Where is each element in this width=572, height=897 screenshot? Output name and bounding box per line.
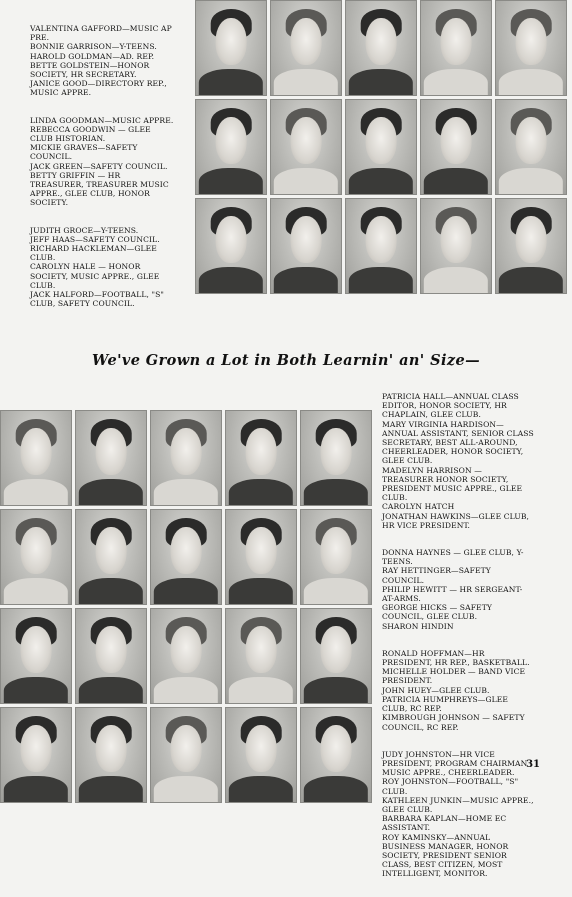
portrait-photo (150, 410, 222, 506)
caption-entry: MARY VIRGINIA HARDISON—ANNUAL ASSISTANT, SENIOR CLASS SECRETARY, BEST ALL-AROUND, CHEERLEADER, HONOR SOCIETY, GLEE CLUB. (382, 419, 534, 466)
caption-entry: JACK HALFORD—FOOTBALL, "S" CLUB, SAFETY COUNCIL. (30, 290, 165, 309)
portrait-grid-bottom (0, 410, 372, 803)
portrait-photo (420, 198, 492, 294)
caption-entry: RAY HETTINGER—SAFETY COUNCIL. (382, 566, 491, 585)
portrait-photo (150, 707, 222, 803)
portrait-photo (270, 99, 342, 195)
portrait-photo (195, 0, 267, 96)
caption-entry: JANICE GOOD—DIRECTORY REP., MUSIC APPRE. (30, 79, 167, 98)
portrait-photo (75, 608, 147, 704)
caption-entry: DONNA HAYNES — GLEE CLUB, Y-TEENS. (382, 548, 524, 567)
caption-entry: HAROLD GOLDMAN—AD. REP. (30, 51, 155, 61)
caption-entry: BETTY GRIFFIN — HR TREASURER, TREASURER MUSIC APPRE., GLEE CLUB, HONOR SOCIETY. (30, 170, 169, 208)
caption-entry: SHARON HINDIN (382, 621, 454, 631)
portrait-photo (345, 0, 417, 96)
portrait-photo (195, 99, 267, 195)
portrait-photo (75, 707, 147, 803)
caption-entry: VALENTINA GAFFORD—MUSIC AP PRE. (30, 24, 172, 43)
caption-entry: PHILIP HEWITT — HR SERGEANT-AT-ARMS. (382, 584, 523, 604)
caption-group-6 (382, 649, 534, 732)
caption-entry: REBECCA GOODWIN — GLEE CLUB HISTORIAN. (30, 124, 151, 144)
bottom-captions (382, 392, 534, 897)
caption-entry: ROY KAMINSKY—ANNUAL BUSINESS MANAGER, HONOR SOCIETY, PRESIDENT SENIOR CLASS, BEST CITIZEN, MOST INTELLIGENT, MONITOR. (382, 832, 509, 879)
caption-entry: ROY JOHNSTON—FOOTBALL, "S" CLUB. (382, 777, 519, 796)
caption-entry: CAROLYN HATCH (382, 502, 455, 512)
caption-entry: BONNIE GARRISON—Y-TEENS. (30, 42, 157, 52)
portrait-photo (270, 198, 342, 294)
portrait-photo (150, 509, 222, 605)
portrait-photo (345, 198, 417, 294)
caption-entry: PATRICIA HALL—ANNUAL CLASS EDITOR, HONOR SOCIETY, HR CHAPLAIN, GLEE CLUB. (382, 392, 519, 420)
portrait-photo (225, 509, 297, 605)
caption-entry: JACK GREEN—SAFETY COUNCIL. (30, 161, 168, 171)
caption-entry: RONALD HOFFMAN—HR PRESIDENT, HR REP., BASKETBALL. (382, 648, 530, 668)
portrait-photo (420, 99, 492, 195)
caption-entry: LINDA GOODMAN—MUSIC APPRE. (30, 115, 174, 125)
caption-entry: BARBARA KAPLAN—HOME EC ASSISTANT. (382, 814, 507, 833)
portrait-photo (225, 608, 297, 704)
caption-group-7 (382, 750, 534, 879)
portrait-photo (270, 0, 342, 96)
page-number: 31 (526, 759, 540, 770)
caption-group-4 (382, 392, 534, 530)
portrait-photo (495, 198, 567, 294)
caption-entry: PATRICIA HUMPHREYS—GLEE CLUB, RC REP. (382, 694, 509, 714)
caption-group-3 (30, 226, 176, 309)
caption-entry: JOHN HUEY—GLEE CLUB. (382, 685, 490, 695)
caption-group-5 (382, 548, 534, 631)
caption-entry: KIMBROUGH JOHNSON — SAFETY COUNCIL, RC REP. (382, 713, 525, 732)
caption-group-2 (30, 116, 176, 208)
portrait-photo (495, 99, 567, 195)
portrait-photo (75, 509, 147, 605)
portrait-photo (0, 410, 72, 506)
caption-entry: KATHLEEN JUNKIN—MUSIC APPRE., GLEE CLUB. (382, 795, 534, 814)
caption-entry: JUDY JOHNSTON—HR VICE PRESIDENT, PROGRAM CHAIRMAN MUSIC APPRE., CHEERLEADER. (382, 749, 528, 778)
caption-entry: MICHELLE HOLDER — BAND VICE PRESIDENT. (382, 667, 526, 686)
portrait-photo (195, 198, 267, 294)
portrait-photo (0, 707, 72, 803)
caption-entry: CAROLYN HALE — HONOR SOCIETY, MUSIC APPRE., GLEE CLUB. (30, 262, 160, 290)
portrait-photo (420, 0, 492, 96)
portrait-photo (225, 707, 297, 803)
portrait-photo (495, 0, 567, 96)
portrait-photo (300, 707, 372, 803)
caption-entry: MADELYN HARRISON — TREASURER HONOR SOCIETY, PRESIDENT MUSIC APPRE., GLEE CLUB. (382, 465, 523, 503)
portrait-photo (0, 608, 72, 704)
caption-entry: GEORGE HICKS — SAFETY COUNCIL, GLEE CLUB. (382, 603, 492, 622)
portrait-photo (345, 99, 417, 195)
caption-entry: MICKIE GRAVES—SAFETY COUNCIL. (30, 143, 138, 162)
portrait-photo (0, 509, 72, 605)
portrait-photo (75, 410, 147, 506)
portrait-grid-top (195, 0, 567, 294)
caption-entry: BETTE GOLDSTEIN—HONOR SOCIETY, HR SECRETARY. (30, 60, 150, 80)
portrait-photo (300, 410, 372, 506)
page-headline: We've Grown a Lot in Both Learnin' an' Size— (91, 352, 481, 369)
caption-entry: JUDITH GROCE—Y-TEENS. (30, 225, 139, 235)
portrait-photo (150, 608, 222, 704)
top-captions (30, 24, 176, 326)
caption-entry: RICHARD HACKLEMAN—GLEE CLUB. (30, 244, 157, 263)
portrait-photo (225, 410, 297, 506)
caption-group-1 (30, 24, 176, 98)
caption-entry: JEFF HAAS—SAFETY COUNCIL. (30, 234, 160, 244)
caption-entry: JONATHAN HAWKINS—GLEE CLUB, HR VICE PRESIDENT. (382, 511, 530, 530)
portrait-photo (300, 608, 372, 704)
portrait-photo (300, 509, 372, 605)
